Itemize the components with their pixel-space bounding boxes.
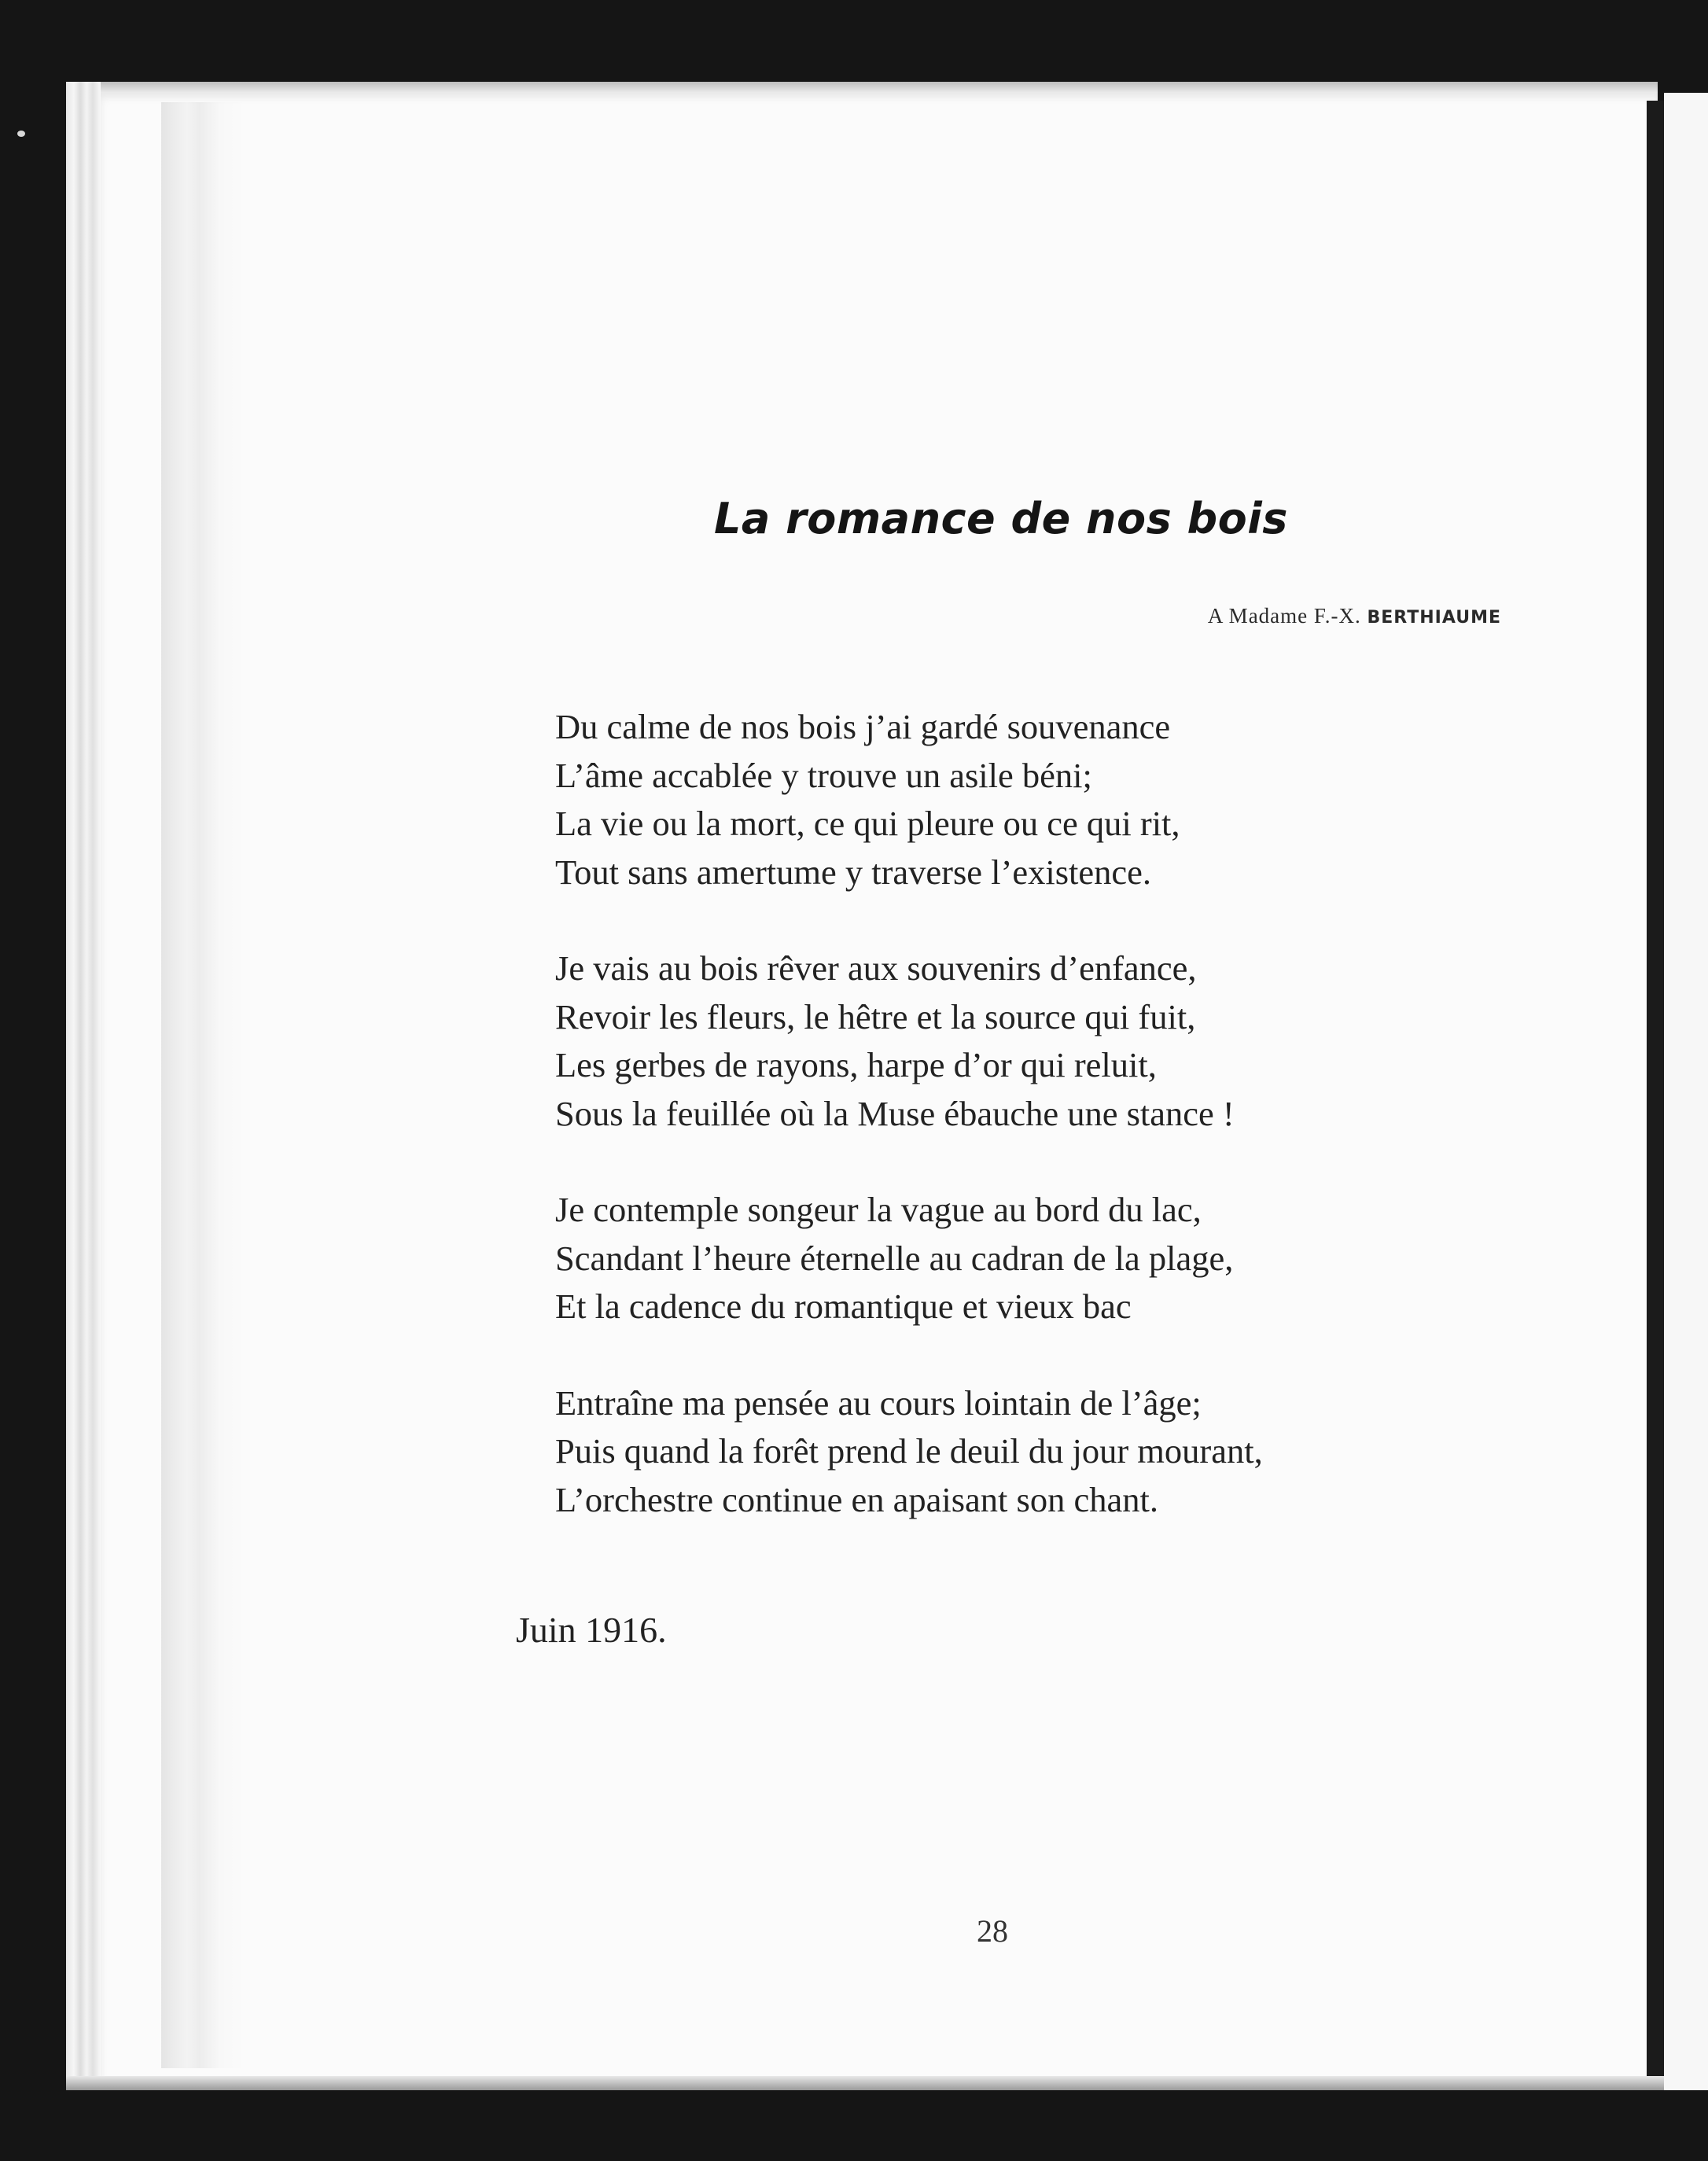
dedication [1208, 604, 1501, 628]
stanza [555, 703, 1263, 896]
verse-line: L’orchestre continue en apaisant son chant. [555, 1479, 1158, 1519]
poem-title: La romance de nos bois [714, 494, 1288, 543]
verse-line: La vie ou la mort, ce qui pleure ou ce qui rit, [555, 804, 1180, 843]
verse-line: Les gerbes de rayons, harpe d’or qui reluit, [555, 1045, 1157, 1084]
verse-line: Entraîne ma pensée au cours lointain de l’âge; [555, 1382, 1202, 1423]
poem-body [555, 703, 1263, 1572]
scan-artifact [17, 131, 25, 137]
verse-line: Sous la feuillée où la Muse ébauche une stance ! [555, 1093, 1235, 1133]
verse-line: Tout sans amertume y traverse l’existence. [555, 852, 1152, 892]
stanza [555, 1379, 1263, 1525]
verse-line: Je contemple songeur la vague au bord du lac, [555, 1190, 1202, 1229]
dedication-prefix: A Madame F.-X. [1207, 604, 1361, 628]
verse-line: Je vais au bois rêver aux souvenirs d’enfance, [555, 948, 1197, 988]
verse-line: Et la cadence du romantique et vieux bac [555, 1287, 1132, 1326]
stanza [555, 1186, 1263, 1331]
stanza [555, 944, 1263, 1138]
verse-line: Du calme de nos bois j’ai gardé souvenance [555, 707, 1171, 746]
facing-page-edge [1664, 93, 1708, 2090]
page-number: 28 [977, 1913, 1008, 1949]
book-gutter [1647, 101, 1664, 2082]
binding-shadow [161, 102, 246, 2068]
verse-line: Revoir les fleurs, le hêtre et la source qui fuit, [555, 996, 1196, 1036]
dedication-name: BERTHIAUME [1367, 608, 1501, 628]
verse-line: L’âme accablée y trouve un asile béni; [555, 755, 1092, 795]
verse-line: Puis quand la forêt prend le deuil du jour mourant, [555, 1431, 1263, 1471]
poem-date: Juin 1916. [516, 1610, 667, 1650]
verse-line: Scandant l’heure éternelle au cadran de la plage, [555, 1238, 1234, 1278]
page-bottom-edge [66, 2076, 1664, 2090]
